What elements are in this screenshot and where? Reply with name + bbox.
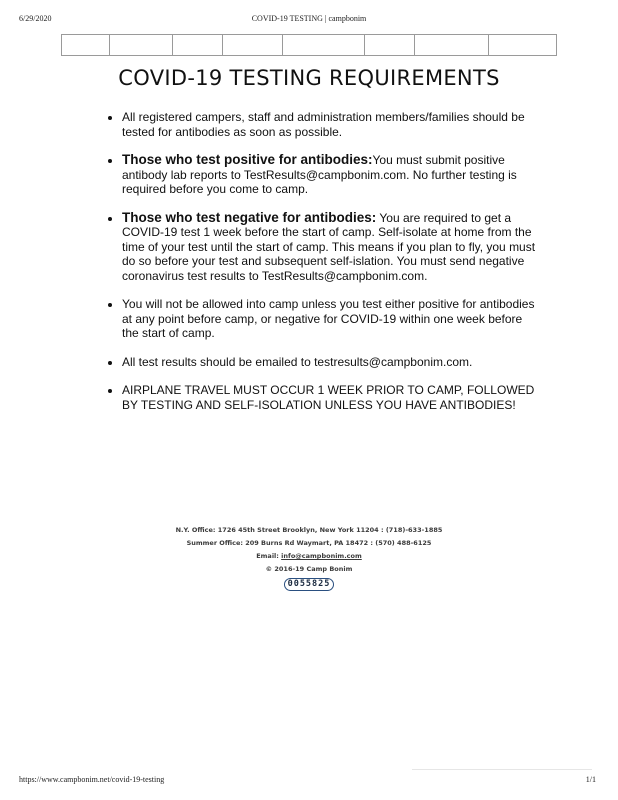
summer-office-address: Summer Office: 209 Burns Rd Waymart, PA 18472 : (570) 488-6125 [186, 539, 432, 547]
ny-office-address: N.Y. Office: 1726 45th Street Brooklyn, New York 11204 : (718)-633-1885 [175, 526, 443, 534]
copyright: © 2016-19 Camp Bonim [265, 565, 353, 573]
nav-item[interactable] [415, 35, 490, 55]
list-item [122, 355, 542, 370]
requirement-lead: Those who test negative for antibodies: [122, 209, 377, 225]
nav-item[interactable] [365, 35, 415, 55]
nav-item[interactable] [110, 35, 173, 55]
print-header [0, 14, 618, 26]
nav-item[interactable] [62, 35, 110, 55]
navigation-bar [61, 34, 557, 56]
list-item [122, 383, 542, 412]
print-url: https://www.campbonim.net/covid-19-testing [19, 775, 165, 784]
requirement-text: You must submit positive antibody lab reports to TestResults@campbonim.com. No further testing is required before you come to camp. [122, 153, 517, 196]
email-label: Email: [256, 552, 279, 560]
print-page-title: COVID-19 TESTING | campbonim [251, 14, 367, 23]
page-number: 1/1 [585, 775, 596, 784]
list-item [122, 110, 542, 139]
site-footer [0, 524, 618, 591]
email-line [0, 550, 618, 563]
print-date: 6/29/2020 [19, 14, 52, 23]
nav-item[interactable] [283, 35, 365, 55]
nav-item[interactable] [489, 35, 556, 55]
list-item [122, 153, 542, 197]
requirement-text: You are required to get a COVID-19 test 1 week before the start of camp. Self-isolate at home from the time of your test until the start of camp. This means if you plan to fly, you must do so before your test and subsequent self-islation. You must send negative coronavirus test results to TestResults@campbonim.com. [122, 210, 536, 283]
divider [412, 769, 592, 770]
page-title: COVID-19 TESTING REQUIREMENTS [118, 66, 500, 90]
requirement-text: All registered campers, staff and administration members/families should be tested for antibodies as soon as possible. [122, 110, 525, 139]
visitor-counter: 0055825 [284, 578, 335, 591]
requirement-text: All test results should be emailed to testresults@campbonim.com. [122, 354, 473, 369]
print-footer [0, 775, 618, 787]
requirements-list [104, 110, 542, 412]
nav-item[interactable] [173, 35, 224, 55]
requirement-text: You will not be allowed into camp unless you test either positive for antibodies at any point before camp, or negative for COVID-19 within one week before the start of camp. [122, 297, 535, 340]
list-item [122, 297, 542, 341]
requirement-lead: Those who test positive for antibodies: [122, 152, 373, 167]
email-link[interactable]: info@campbonim.com [281, 552, 362, 560]
nav-item[interactable] [223, 35, 283, 55]
requirement-text: AIRPLANE TRAVEL MUST OCCUR 1 WEEK PRIOR TO CAMP, FOLLOWED BY TESTING AND SELF-ISOLATION UNLESS YOU HAVE ANTIBODIES! [122, 383, 535, 412]
list-item [122, 211, 542, 284]
